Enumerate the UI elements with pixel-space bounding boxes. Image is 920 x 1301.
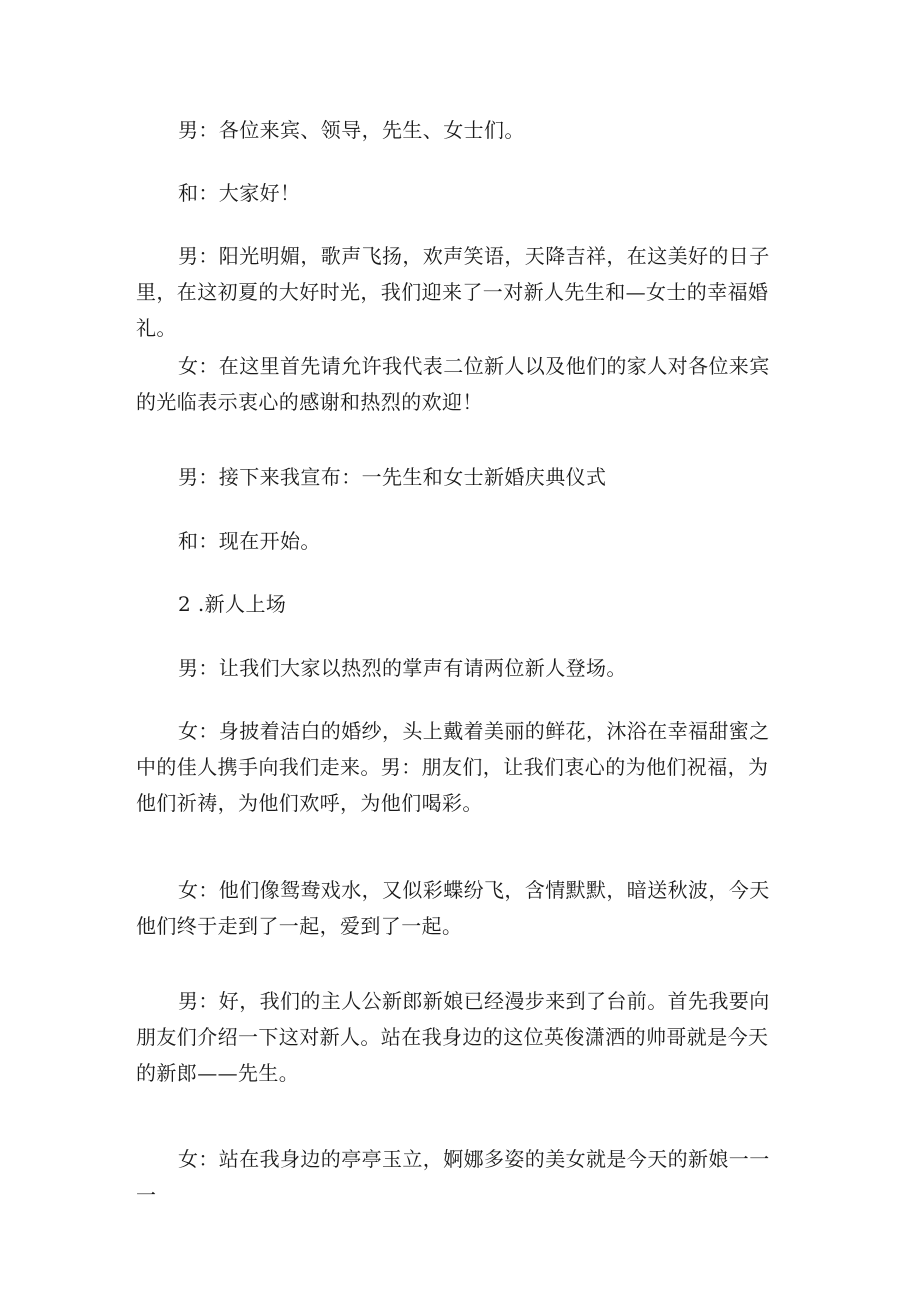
paragraph: 男：让我们大家以热烈的掌声有请两位新人登场。 [178, 656, 627, 680]
paragraph: 男：各位来宾、领导，先生、女士们。 [178, 118, 525, 142]
paragraph: 男：阳光明媚，歌声飞扬，欢声笑语，天降吉祥，在这美好的日子里，在这初夏的大好时光，我们迎来了一对新人先生和—女士的幸福婚礼。 [136, 244, 770, 340]
paragraph: 女：在这里首先请允许我代表二位新人以及他们的家人对各位来宾的光临表示衷心的感谢和热烈的欢迎！ [136, 354, 770, 414]
paragraph: 女：站在我身边的亭亭玉立，婀娜多姿的美女就是今天的新娘一一一 [136, 1147, 770, 1207]
paragraph: 和：大家好！ [178, 181, 301, 205]
paragraph: 和：现在开始。 [178, 529, 321, 553]
section-heading: 2 .新人上场 [178, 592, 287, 616]
paragraph: 女：身披着洁白的婚纱，头上戴着美丽的鲜花，沐浴在幸福甜蜜之中的佳人携手向我们走来。男：朋友们，让我们衷心的为他们祝福，为他们祈祷，为他们欢呼，为他们喝彩。 [136, 719, 770, 815]
paragraph: 男：好，我们的主人公新郎新娘已经漫步来到了台前。首先我要向朋友们介绍一下这对新人。站在我身边的这位英俊潇洒的帅哥就是今天的新郎——先生。 [136, 989, 770, 1085]
paragraph: 女：他们像鸳鸯戏水，又似彩蝶纷飞，含情默默，暗送秋波，今天他们终于走到了一起，爱到了一起。 [136, 878, 770, 938]
paragraph: 男：接下来我宣布：一先生和女士新婚庆典仪式 [178, 465, 607, 489]
